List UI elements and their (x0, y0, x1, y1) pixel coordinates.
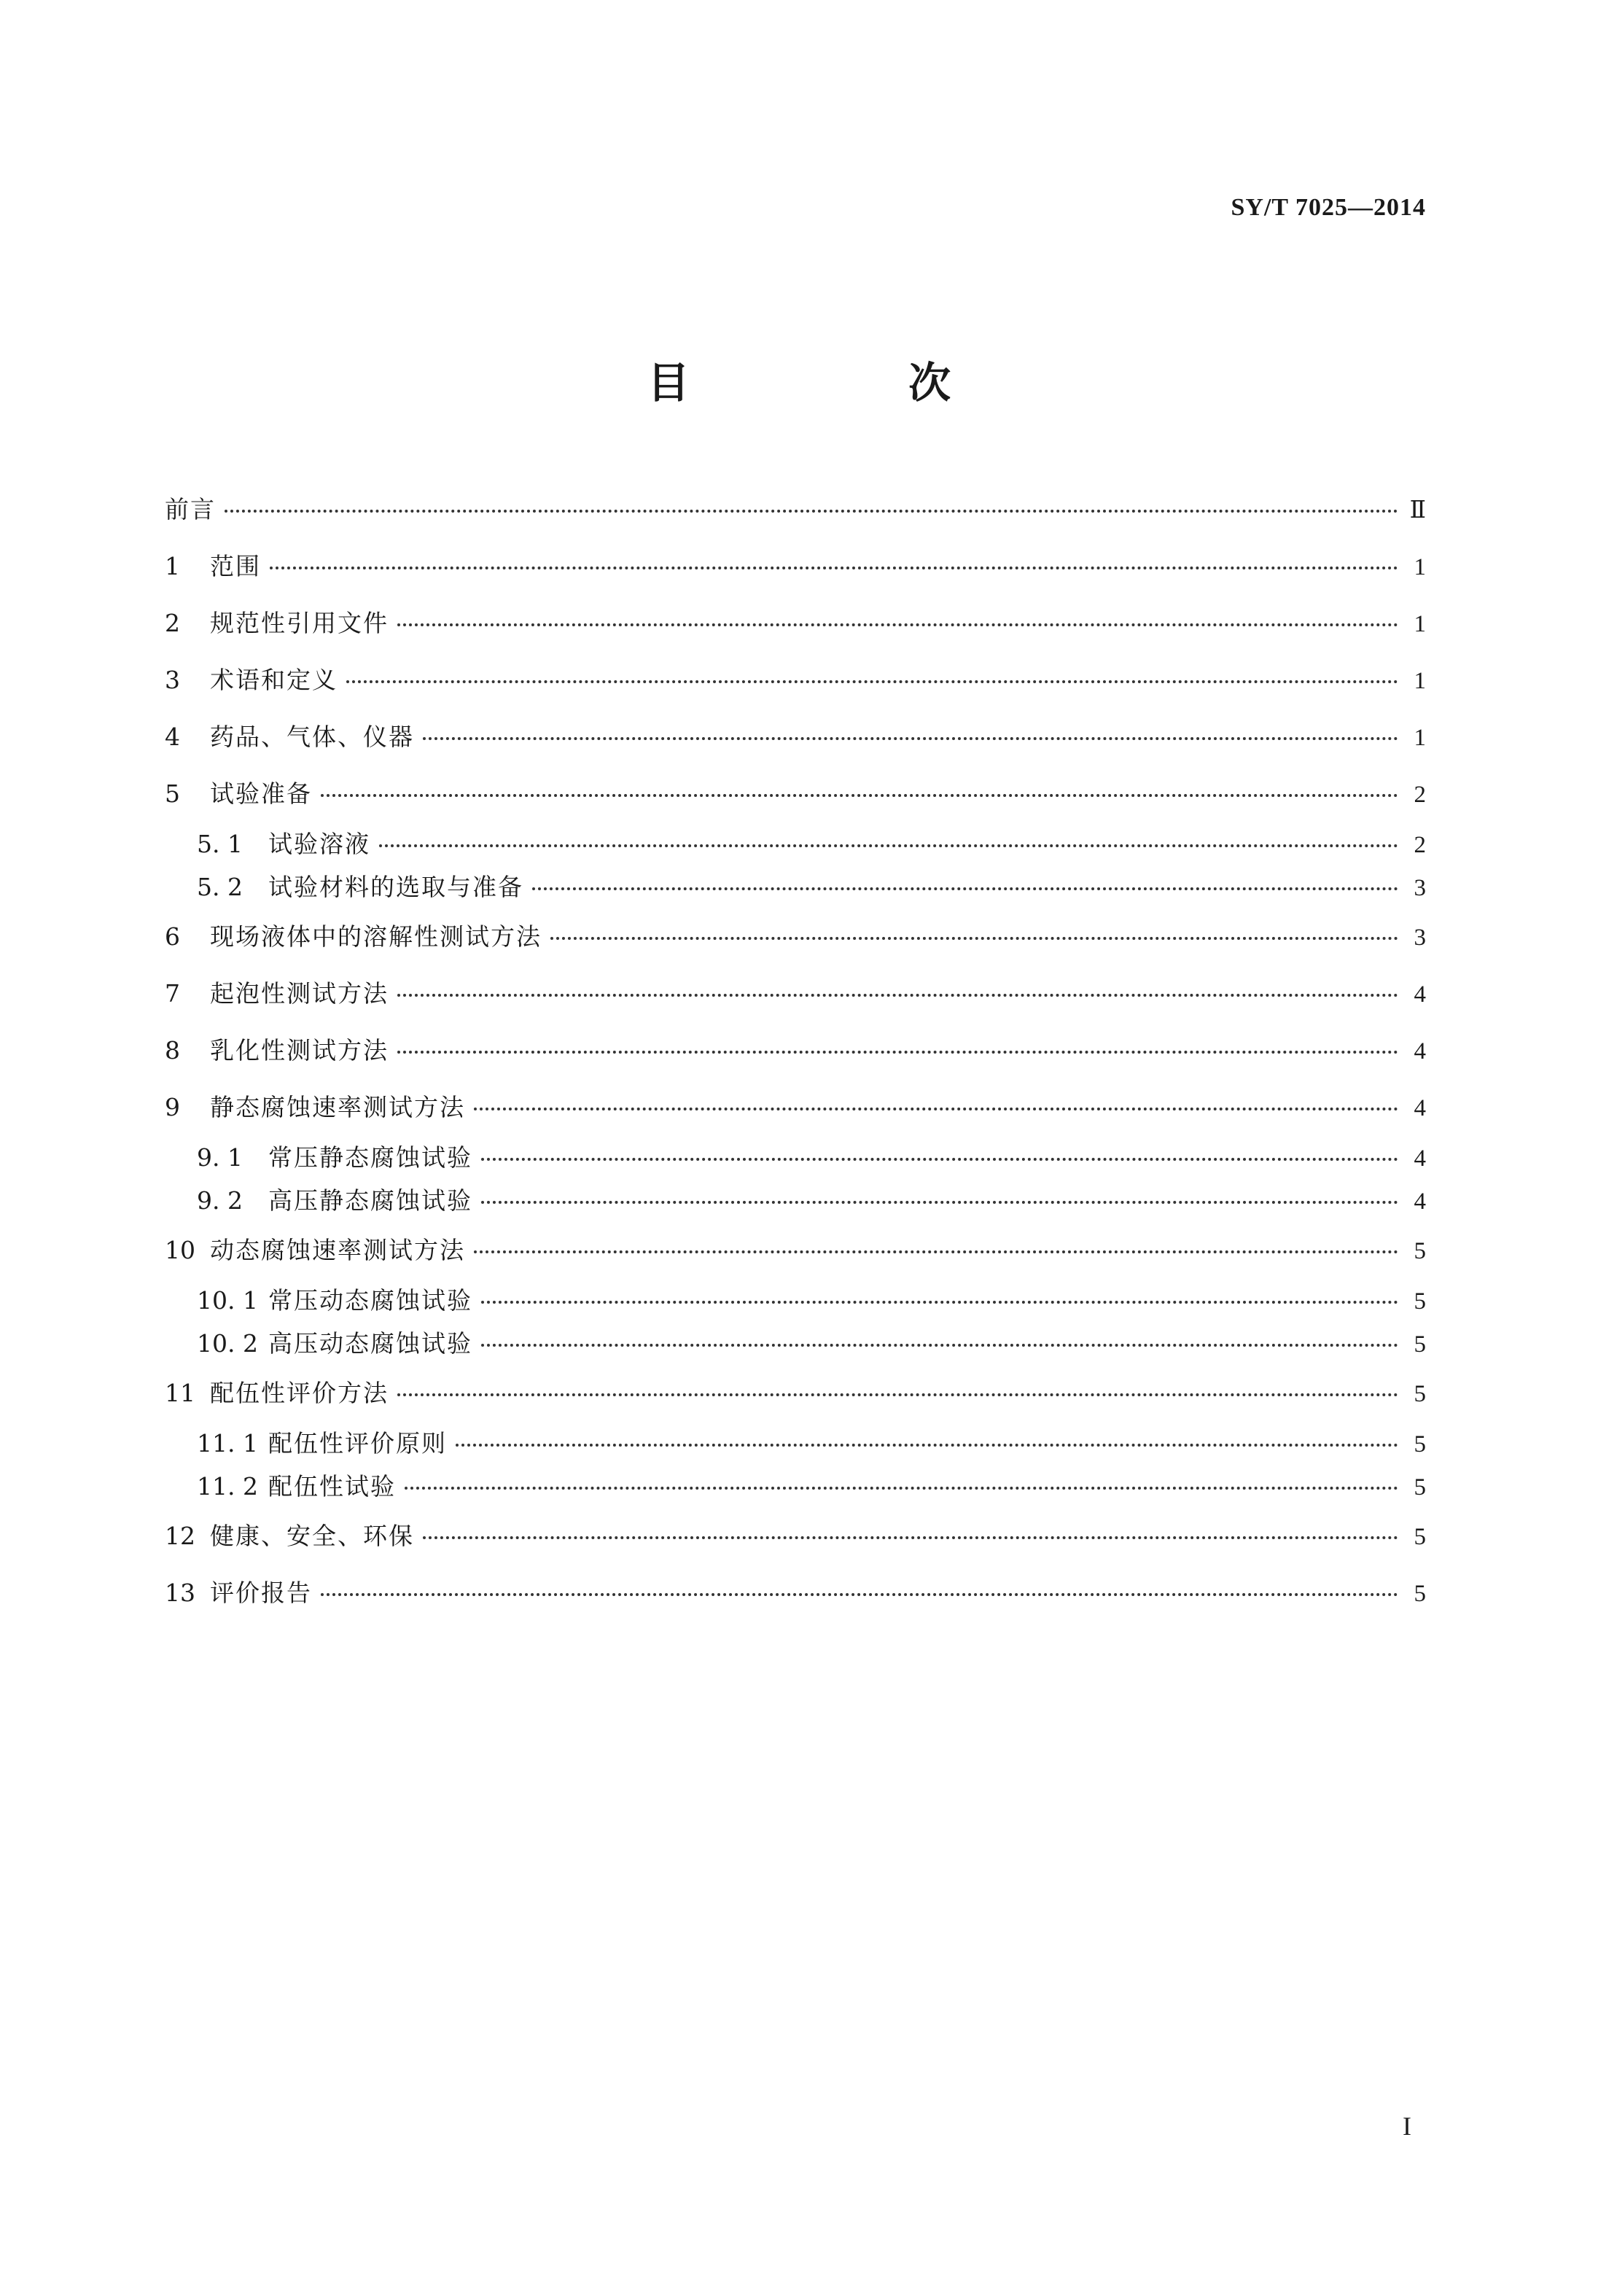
standard-code: SY/T 7025—2014 (1231, 194, 1426, 221)
toc-entry[interactable] (165, 481, 1426, 538)
toc-entry-number: 10 (165, 1236, 195, 1264)
toc-entry-page: 1 (1414, 668, 1426, 694)
toc-entry-number: 4 (165, 723, 180, 751)
toc-entry[interactable] (165, 822, 1426, 865)
toc-entry[interactable] (165, 652, 1426, 709)
toc-entry-page: 3 (1414, 875, 1426, 901)
toc-entry-page: 5 (1414, 1474, 1426, 1501)
toc-leader-dots (481, 1201, 1398, 1204)
toc-entry[interactable] (165, 1179, 1426, 1222)
toc-entry[interactable] (165, 865, 1426, 908)
toc-entry-number: 1 (165, 552, 180, 580)
toc-leader-dots (481, 1301, 1398, 1304)
toc-entry[interactable] (165, 1565, 1426, 1622)
toc-leader-dots (321, 794, 1398, 797)
toc-entry-label: 评价报告 (210, 1579, 312, 1607)
page-number: I (1403, 2112, 1411, 2141)
toc-entry-page: 4 (1414, 981, 1426, 1008)
toc-entry-label: 健康、安全、环保 (210, 1522, 414, 1550)
toc-entry-number: 3 (165, 666, 180, 694)
toc-entry-label: 配伍性评价原则 (268, 1429, 447, 1458)
toc-entry[interactable] (165, 1022, 1426, 1079)
toc-entry-number: 9. 1 (197, 1143, 243, 1172)
toc-entry[interactable] (165, 766, 1426, 822)
toc-entry-page: 4 (1414, 1188, 1426, 1215)
toc-entry-number: 5 (165, 779, 180, 808)
toc-leader-dots (532, 887, 1398, 890)
toc-entry-number: 7 (165, 979, 180, 1008)
toc-entry-page: 5 (1414, 1331, 1426, 1358)
toc-entry-page: 5 (1414, 1581, 1426, 1607)
toc-entry-page: 4 (1414, 1038, 1426, 1065)
toc-entry-page: Ⅱ (1409, 497, 1426, 524)
toc-leader-dots (397, 623, 1398, 626)
toc-entry-page: 5 (1414, 1238, 1426, 1264)
toc-entry-label: 前言 (165, 495, 216, 524)
toc-entry-label: 现场液体中的溶解性测试方法 (210, 922, 542, 951)
toc-entry-label: 动态腐蚀速率测试方法 (210, 1236, 465, 1264)
toc-entry-number: 12 (165, 1522, 195, 1550)
toc-entry[interactable] (165, 1508, 1426, 1565)
toc-leader-dots (405, 1487, 1398, 1490)
toc-entry-page: 5 (1414, 1524, 1426, 1550)
toc-leader-dots (225, 510, 1398, 513)
toc-entry[interactable] (165, 1465, 1426, 1508)
toc-leader-dots (550, 937, 1398, 940)
toc-entry-label: 规范性引用文件 (210, 609, 389, 637)
toc-entry-page: 1 (1414, 554, 1426, 580)
toc-entry-page: 2 (1414, 782, 1426, 808)
toc-entry[interactable] (165, 1279, 1426, 1322)
toc-entry-label: 范围 (210, 552, 261, 580)
toc-entry[interactable] (165, 965, 1426, 1022)
toc-entry-label: 试验材料的选取与准备 (268, 873, 523, 901)
toc-entry-number: 13 (165, 1579, 195, 1607)
toc-entry-page: 2 (1414, 832, 1426, 858)
toc-entry-label: 高压动态腐蚀试验 (268, 1329, 472, 1358)
toc-entry[interactable] (165, 1222, 1426, 1279)
toc-entry[interactable] (165, 1365, 1426, 1422)
toc-entry[interactable] (165, 709, 1426, 766)
toc-entry[interactable] (165, 595, 1426, 652)
toc-entry-number: 10. 2 (197, 1329, 258, 1358)
toc-leader-dots (423, 737, 1398, 740)
toc-entry-label: 药品、气体、仪器 (210, 723, 414, 751)
toc-entry[interactable] (165, 1422, 1426, 1465)
toc-entry[interactable] (165, 1136, 1426, 1179)
toc-leader-dots (481, 1344, 1398, 1347)
toc-entry-label: 试验准备 (210, 779, 312, 808)
toc-leader-dots (474, 1108, 1398, 1110)
toc-entry-page: 4 (1414, 1095, 1426, 1121)
toc-entry-page: 3 (1414, 925, 1426, 951)
toc-leader-dots (346, 680, 1398, 683)
toc-entry-number: 9. 2 (197, 1186, 243, 1215)
toc-leader-dots (481, 1158, 1398, 1161)
toc-leader-dots (423, 1536, 1398, 1539)
toc-entry-page: 5 (1414, 1381, 1426, 1407)
toc-entry-label: 配伍性评价方法 (210, 1379, 389, 1407)
toc-entry-number: 10. 1 (197, 1286, 258, 1315)
toc-leader-dots (379, 844, 1398, 847)
toc-entry-label: 起泡性测试方法 (210, 979, 389, 1008)
toc-entry[interactable] (165, 908, 1426, 965)
toc-entry-page: 1 (1414, 611, 1426, 637)
toc-leader-dots (321, 1593, 1398, 1596)
toc-entry-number: 9 (165, 1093, 180, 1121)
table-of-contents (165, 481, 1426, 1622)
toc-entry-number: 2 (165, 609, 180, 637)
toc-entry[interactable] (165, 1079, 1426, 1136)
toc-entry-label: 配伍性试验 (268, 1472, 396, 1501)
toc-entry-label: 试验溶液 (268, 830, 370, 858)
toc-entry-number: 8 (165, 1036, 180, 1065)
toc-entry-label: 乳化性测试方法 (210, 1036, 389, 1065)
toc-entry-number: 5. 2 (197, 873, 243, 901)
toc-entry-number: 5. 1 (197, 830, 243, 858)
toc-entry-label: 术语和定义 (210, 666, 338, 694)
toc-entry-page: 1 (1414, 725, 1426, 751)
page-title: 目 次 (647, 358, 1053, 408)
toc-entry-number: 11 (165, 1379, 195, 1407)
toc-leader-dots (456, 1444, 1398, 1447)
toc-entry-page: 4 (1414, 1145, 1426, 1172)
toc-entry-label: 常压动态腐蚀试验 (268, 1286, 472, 1315)
toc-entry-label: 静态腐蚀速率测试方法 (210, 1093, 465, 1121)
toc-entry-number: 11. 2 (197, 1472, 258, 1501)
toc-entry-label: 常压静态腐蚀试验 (268, 1143, 472, 1172)
toc-entry[interactable] (165, 538, 1426, 595)
toc-entry-label: 高压静态腐蚀试验 (268, 1186, 472, 1215)
toc-entry-number: 11. 1 (197, 1429, 258, 1458)
toc-leader-dots (270, 567, 1398, 569)
toc-leader-dots (474, 1250, 1398, 1253)
toc-leader-dots (397, 1051, 1398, 1054)
toc-entry[interactable] (165, 1322, 1426, 1365)
toc-entry-number: 6 (165, 922, 180, 951)
toc-leader-dots (397, 1393, 1398, 1396)
toc-leader-dots (397, 994, 1398, 997)
toc-entry-page: 5 (1414, 1288, 1426, 1315)
toc-entry-page: 5 (1414, 1431, 1426, 1458)
